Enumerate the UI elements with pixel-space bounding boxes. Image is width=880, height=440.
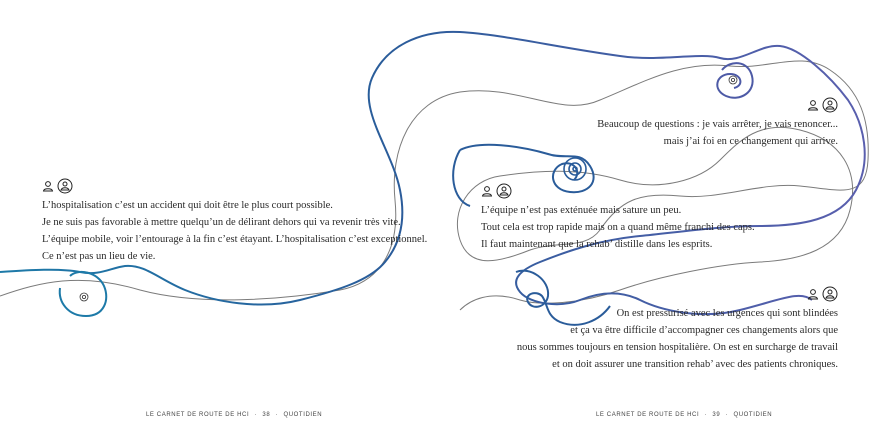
speaker-icons [42,177,427,195]
spiral-marker-top [729,76,737,84]
footer-separator: · [275,412,279,418]
person-in-circle-icon [822,97,838,113]
speaker-icons [517,285,838,303]
person-in-circle-icon [496,183,512,199]
footer-right [596,412,775,418]
person-outline-icon [481,185,493,197]
quote-line: et ça va être difficile d’accompagner ces changements alors que [570,325,838,336]
footer-left [146,412,325,418]
page-number: 39 [712,412,721,418]
quote-line: Tout cela est trop rapide mais on a quand même franchi des caps. [481,222,755,233]
person-in-circle-icon [57,178,73,194]
person-outline-icon [807,99,819,111]
quote-line: nous sommes toujours en tension hospitalière. On est en surcharge de travail [516,342,838,353]
quote-line: et on doit assurer une transition rehab’ avec des patients chroniques. [552,359,838,370]
footer-separator: · [254,412,258,418]
quote-line: L’équipe n’est pas exténuée mais sature un peu. [481,205,682,216]
blue-loop-left [60,272,107,316]
footer-section: QUOTIDIEN [283,412,323,418]
quote-line: On est pressurisé avec les urgences qui sont blindées [616,308,838,319]
quote-block-3 [481,182,755,253]
quote-block-1 [42,177,427,265]
person-outline-icon [807,288,819,300]
footer-title: LE CARNET DE ROUTE DE HCI [596,412,700,418]
quote-line: Il faut maintenant que la rehab’ distille dans les esprits. [481,239,713,250]
person-in-circle-icon [822,286,838,302]
footer-separator: · [704,412,708,418]
footer-title: LE CARNET DE ROUTE DE HCI [146,412,250,418]
quote-line: Je ne suis pas favorable à mettre quelqu’un de délirant dehors qui va revenir très vite. [42,217,401,228]
person-outline-icon [42,180,54,192]
quote-line: L’équipe mobile, voir l’entourage à la fin c’est étayant. L’hospitalisation c’est exceptionnel. [42,234,428,245]
spiral-marker-left [80,293,88,301]
purple-tentacle [717,63,752,98]
quote-line: Ce n’est pas un lieu de vie. [42,251,156,262]
quote-line: Beaucoup de questions : je vais arrêter, je vais renoncer... [597,119,838,130]
footer-section: QUOTIDIEN [733,412,773,418]
page-number: 38 [262,412,271,418]
quote-block-4 [517,285,838,373]
spiral-marker-middle [564,158,586,180]
quote-line: mais j’ai foi en ce changement qui arrive. [663,136,838,147]
speaker-icons [481,182,755,200]
speaker-icons [597,96,838,114]
quote-block-2 [597,96,838,150]
footer-separator: · [725,412,729,418]
quote-line: L’hospitalisation c’est un accident qui doit être le plus court possible. [42,200,333,211]
